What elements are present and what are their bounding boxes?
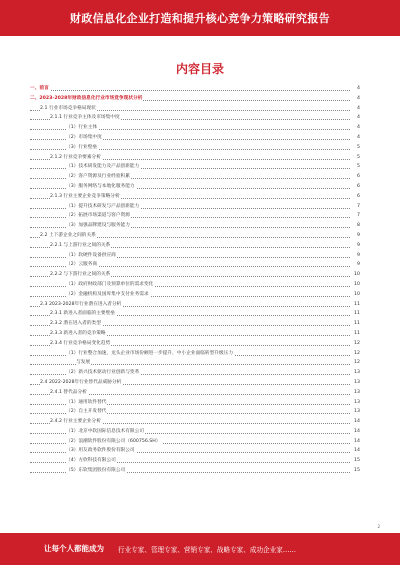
toc-entry-page: 13 [352, 368, 360, 378]
toc-entry[interactable] [30, 339, 360, 349]
toc-entry-text: 2.3.2 潜在进入者的类型 [50, 319, 102, 329]
toc-entry-text: （2）市场集中度 [66, 133, 103, 143]
toc-entry[interactable] [30, 407, 360, 417]
toc-entry[interactable] [30, 437, 360, 447]
toc-entry-page: 9 [352, 231, 360, 241]
toc-entry-page: 5 [352, 162, 360, 172]
toc-entry[interactable] [30, 143, 360, 153]
toc-entry-text: 2.4 2022-2028年行业替代品威胁分析 [40, 378, 122, 388]
toc-entry[interactable] [30, 456, 360, 466]
toc-entry-text: （1）政府财政部门及预算单位的需求变化 [66, 280, 154, 290]
toc-entry-text: （1）行业主体 [66, 123, 98, 133]
toc-entry[interactable] [30, 113, 360, 123]
toc-entry[interactable] [30, 241, 360, 251]
toc-entry-text: 2.3.3 新进入者的竞争策略 [50, 329, 107, 339]
toc-entry-text: （1）软硬件设备供应商 [66, 251, 117, 261]
toc-entry-page: 12 [352, 358, 360, 368]
page-footer [0, 533, 400, 565]
toc-entry-text: 2.4.2 行业主要企业分析 [50, 417, 102, 427]
footer-roles: 行业专家、管理专家、营销专家、战略专家、成功企业家…… [118, 546, 297, 554]
toc-entry[interactable] [30, 466, 360, 476]
toc-entry[interactable] [30, 251, 360, 261]
toc-entry-page: 11 [352, 309, 360, 319]
toc-entry-page: 4 [352, 133, 360, 143]
toc-entry-page: 8 [352, 221, 360, 231]
toc-entry-page: 10 [352, 290, 360, 300]
toc-entry-page: 13 [352, 407, 360, 417]
toc-entry-page: 9 [352, 251, 360, 261]
toc-entry-text: （2）客户资源及行业经验积累 [66, 172, 131, 182]
toc-entry[interactable] [30, 446, 360, 456]
toc-entry-text: 2.2.2 与下游行业之间的关系 [50, 270, 111, 280]
toc-entry-text: （2）拓展市场渠道与客户资源 [66, 211, 131, 221]
toc-entry-text: 二、2023-2028年财政信息化行业市场竞争现状分析 [30, 94, 143, 104]
toc-entry-page: 4 [352, 84, 360, 94]
toc-entry-page: 11 [352, 329, 360, 339]
toc-entry[interactable] [30, 398, 360, 408]
toc-entry-text: 2.1.3 行业主要企业竞争策略分析 [50, 192, 121, 202]
toc-entry[interactable] [30, 280, 360, 290]
toc-entry-text: （3）用友政务软件股份有限公司 [66, 446, 136, 456]
toc-entry-text: （1）北京中软国际信息技术有限公司 [66, 427, 145, 437]
toc-entry[interactable] [30, 427, 360, 437]
toc-entry-page: 12 [352, 339, 360, 349]
toc-entry-page: 15 [352, 456, 360, 466]
toc-entry[interactable] [30, 358, 360, 368]
toc-entry-text: （1）通用软件替代 [66, 398, 107, 408]
toc-heading: 内容目录 [175, 62, 224, 76]
toc-entry[interactable] [30, 231, 360, 241]
toc-entry-page: 4 [352, 94, 360, 104]
toc-entry-page: 14 [352, 437, 360, 447]
toc-entry-text: 2.2.1 与上游行业之间的关系 [50, 241, 111, 251]
toc-entry[interactable] [30, 270, 360, 280]
toc-entry-page: 13 [352, 378, 360, 388]
toc-entry-text: （5）东软集团股份有限公司 [66, 466, 126, 476]
toc-entry[interactable] [30, 123, 360, 133]
toc-entry-text: 与发展 [76, 358, 91, 368]
toc-entry-page: 15 [352, 466, 360, 476]
toc-entry[interactable] [30, 349, 360, 359]
report-title: 财政信息化企业打造和提升核心竞争力策略研究报告 [70, 12, 330, 25]
footer-slogan: 让每个人都能成为 [44, 544, 104, 553]
toc-entry-page: 12 [352, 349, 360, 359]
toc-entry-page: 6 [352, 172, 360, 182]
toc-entry-text: （2）云服务商 [66, 260, 98, 270]
toc-entry-page: 14 [352, 427, 360, 437]
toc-entry-text: （2）自主开发替代 [66, 407, 107, 417]
toc-entry-page: 5 [352, 153, 360, 163]
toc-entry[interactable] [30, 153, 360, 163]
toc-entry-text: 2.4.1 替代品分析 [50, 388, 88, 398]
toc-entry-text: 2.1.2 行业竞争要素分析 [50, 153, 102, 163]
toc-entry[interactable] [30, 388, 360, 398]
toc-entry[interactable] [30, 368, 360, 378]
toc-leader-dots [30, 90, 350, 91]
toc-entry-page: 4 [352, 123, 360, 133]
toc-entry-text: （3）服务网络与本地化服务能力 [66, 182, 136, 192]
toc-entry-text: （3）加强品牌建设与服务能力 [66, 221, 131, 231]
toc-entry[interactable] [30, 309, 360, 319]
toc-entry-text: （4）方欣科技有限公司 [66, 456, 117, 466]
toc-entry-page: 14 [352, 446, 360, 456]
toc-entry-text: （2）新兴技术驱动行业创新与变革 [66, 368, 140, 378]
toc-entry[interactable] [30, 378, 360, 388]
toc-entry[interactable] [30, 290, 360, 300]
toc-entry-page: 14 [352, 417, 360, 427]
toc-entry[interactable] [30, 104, 360, 114]
page-header [0, 0, 400, 36]
toc-entry[interactable] [30, 162, 360, 172]
toc-entry[interactable] [30, 172, 360, 182]
toc-entry-page: 11 [352, 300, 360, 310]
toc-entry-page: 13 [352, 388, 360, 398]
toc-entry[interactable] [30, 329, 360, 339]
toc-entry[interactable] [30, 94, 360, 104]
toc-entry[interactable] [30, 260, 360, 270]
toc-entry[interactable] [30, 417, 360, 427]
toc-entry[interactable] [30, 319, 360, 329]
toc-entry-text: 2.1.1 行业竞争主体及市场集中度 [50, 113, 121, 123]
toc-entry-page: 9 [352, 241, 360, 251]
toc-entry-page: 4 [352, 113, 360, 123]
toc-entry-page: 10 [352, 280, 360, 290]
table-of-contents [30, 84, 360, 476]
page-number: 2 [377, 524, 380, 529]
toc-entry-page: 11 [352, 319, 360, 329]
toc-entry[interactable] [30, 84, 360, 94]
toc-entry-page: 6 [352, 192, 360, 202]
toc-entry-page: 7 [352, 202, 360, 212]
toc-entry[interactable] [30, 133, 360, 143]
toc-entry-page: 5 [352, 143, 360, 153]
toc-entry-page: 10 [352, 270, 360, 280]
toc-entry-text: 一、前言 [30, 84, 50, 94]
toc-entry-text: 2.3.1 新进入者面临的主要壁垒 [50, 309, 116, 319]
toc-entry-text: 2.2 上下游企业之间的关系 [40, 231, 97, 241]
toc-entry[interactable] [30, 211, 360, 221]
toc-entry[interactable] [30, 221, 360, 231]
toc-entry-text: 2.1 行业市场竞争格局现状 [40, 104, 97, 114]
toc-entry-text: 2.3 2023-2028年行业潜在进入者分析 [40, 300, 122, 310]
toc-entry[interactable] [30, 182, 360, 192]
toc-entry[interactable] [30, 300, 360, 310]
toc-entry-text: （1）提升技术研发与产品创新能力 [66, 202, 140, 212]
toc-entry-page: 7 [352, 211, 360, 221]
toc-entry[interactable] [30, 192, 360, 202]
toc-entry-text: （1）技术研发能力及产品创新能力 [66, 162, 140, 172]
toc-entry-page: 4 [352, 104, 360, 114]
toc-entry-text: （2）浪潮软件股份有限公司（600756.SH） [66, 437, 162, 447]
toc-entry-text: （3）行业壁垒 [66, 143, 98, 153]
toc-entry-text: 2.3.4 行业竞争格局变化趋势 [50, 339, 111, 349]
toc-entry-page: 9 [352, 260, 360, 270]
toc-entry-text: （2）金融机构及国库集中支付业务需求 [66, 290, 150, 300]
toc-entry-text: （1）行业整合加速，龙头企业市场份额进一步提升，中小企业面临转型升级压力 [66, 349, 234, 359]
toc-entry-page: 6 [352, 182, 360, 192]
toc-entry-page: 13 [352, 398, 360, 408]
toc-entry[interactable] [30, 202, 360, 212]
